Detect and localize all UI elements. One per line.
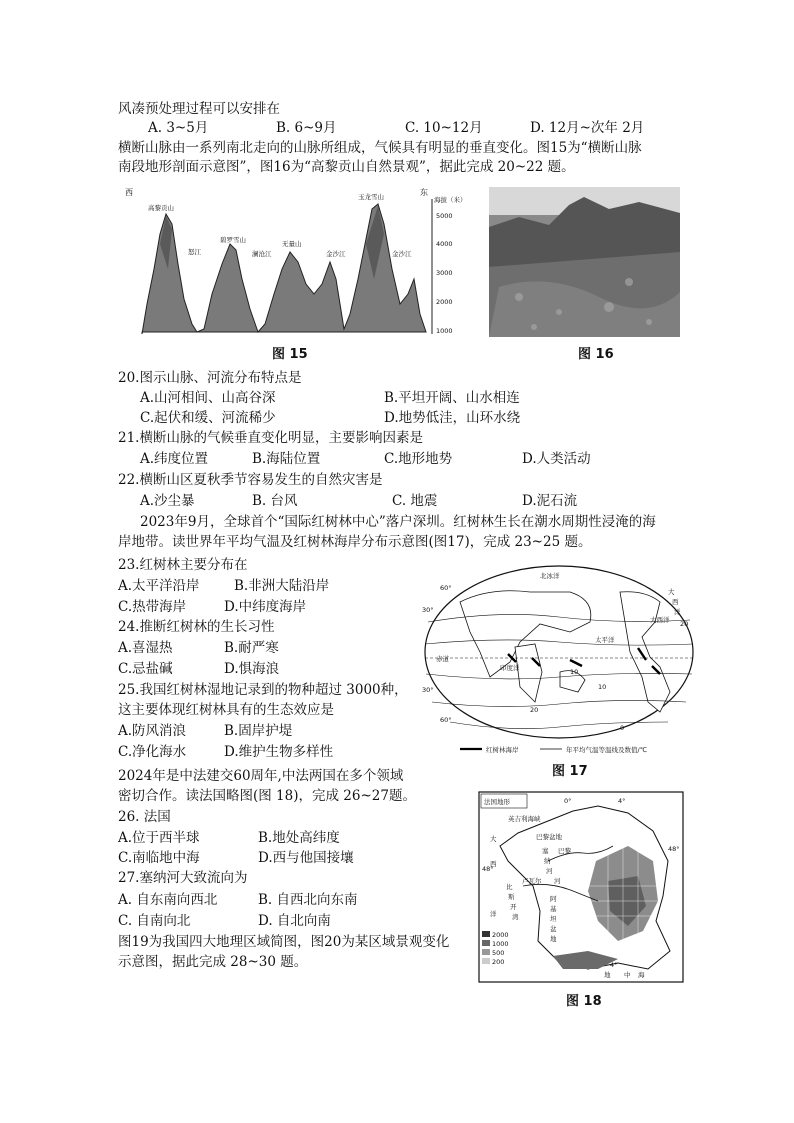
- lat-30n: 30°: [422, 606, 434, 614]
- q23-option-b: B.非洲大陆沿岸: [234, 578, 330, 594]
- q21-option-c: C.地形地势: [384, 451, 453, 467]
- label-loire-1: 卢瓦尔: [522, 877, 542, 885]
- q24-option-a: A.喜湿热: [118, 640, 173, 656]
- q26-option-b: B.地处高纬度: [258, 830, 340, 846]
- legend-1000: 1000: [492, 940, 509, 948]
- q21-option-b: B.海陆位置: [252, 451, 321, 467]
- label-atlantic-2: 西: [490, 860, 497, 868]
- q26-option-a: A.位于西半球: [118, 830, 200, 846]
- label-paris-basin: 巴黎盆地: [536, 833, 562, 841]
- lat-60s: 60°: [440, 716, 452, 724]
- label-aquitaine-3: 坦: [550, 915, 557, 923]
- figure-15-caption: 图 15: [272, 347, 308, 362]
- figure-17-world-map: [420, 562, 698, 762]
- tick-4000: 4000: [436, 240, 453, 248]
- q21-option-a: A.纬度位置: [140, 451, 209, 467]
- label-seine-3: 河: [546, 867, 553, 875]
- label-aquitaine-5: 地: [550, 935, 557, 943]
- figure-16-caption: 图 16: [578, 347, 614, 362]
- q24-option-b: B.耐严寒: [224, 640, 279, 656]
- q19-option-b: B. 6~9月: [276, 120, 337, 136]
- intro-line: 风凑预处理过程可以安排在: [118, 101, 280, 117]
- tick-1000: 1000: [436, 327, 453, 335]
- q23-option-a: A.太平洋沿岸: [118, 578, 200, 594]
- lon-0: 0°: [564, 797, 572, 805]
- q19-option-c: C. 10~12月: [405, 120, 483, 136]
- label-indian-ocean: 印度洋: [500, 664, 520, 672]
- q22-option-a: A.沙尘暴: [140, 493, 195, 509]
- q23-stem: 23.红树林主要分布在: [118, 557, 248, 573]
- q22-option-d: D.泥石流: [522, 493, 578, 509]
- hengduan-intro-1: 横断山脉由一系列南北走向的山脉所组成，气候具有明显的垂直变化。图15为“横断山脉: [118, 140, 642, 156]
- label-aquitaine-2: 基: [550, 905, 557, 913]
- q27-option-a: A. 自东南向西北: [118, 892, 218, 908]
- label-seine-2: 纳: [544, 857, 551, 865]
- lon-4e: 4°: [618, 797, 626, 805]
- q27-option-c: C. 自南向北: [118, 913, 191, 929]
- q21-stem: 21.横断山脉的气候垂直变化明显，主要影响因素是: [118, 430, 423, 446]
- label-aquitaine-1: 阿: [550, 895, 557, 903]
- q27-stem: 27.塞纳河大致流向为: [118, 870, 248, 886]
- region-intro-1: 图19为我国四大地理区域简图，图20为某区域景观变化: [118, 934, 450, 950]
- q24-option-c: C.忌盐碱: [118, 661, 173, 677]
- label-atlantic-ocean: 大西洋: [650, 616, 670, 624]
- q26-stem: 26. 法国: [118, 809, 171, 825]
- figure-16-landscape-photo: [489, 187, 680, 337]
- river-label-jinsha-2: 金沙江: [392, 250, 412, 258]
- west-label: 西: [125, 188, 133, 197]
- figure-15-terrain-profile: [122, 184, 478, 339]
- q20-option-b: B.平坦开阔、山水相连: [384, 390, 520, 406]
- q24-stem: 24.推断红树林的生长习性: [118, 619, 275, 635]
- label-pacific-ocean: 太平洋: [595, 636, 615, 644]
- q19-option-a: A. 3~5月: [148, 120, 209, 136]
- mountain-label-wuliang: 无量山: [282, 240, 302, 248]
- iso-20-s: 20: [530, 706, 539, 714]
- q20-option-d: D.地势低洼，山环水绕: [384, 410, 521, 426]
- q25-option-d: D.维护生物多样性: [224, 744, 334, 760]
- label-equator: 赤道: [436, 655, 449, 663]
- mountain-label-yulong: 玉龙雪山: [358, 193, 384, 201]
- mountain-label-biluo: 碧罗雪山: [220, 236, 246, 244]
- label-da: 大: [668, 588, 675, 596]
- france-map-title: 法国地形: [484, 798, 510, 806]
- q25-stem-1: 25.我国红树林湿地记录到的物种超过 3000种，: [118, 682, 408, 698]
- q26-option-d: D.西与他国接壤: [258, 850, 354, 866]
- q21-option-d: D.人类活动: [522, 451, 591, 467]
- lon-4e-bottom: 4°: [610, 961, 618, 969]
- label-biscay-2: 斯: [508, 893, 515, 901]
- river-label-lancang: 澜沧江: [252, 250, 272, 258]
- legend-isotherm: 年平均气温等温线及数值/℃: [566, 746, 647, 754]
- lat-60n: 60°: [440, 584, 452, 592]
- label-atlantic-3: 洋: [490, 910, 497, 918]
- iso-20-n: 20: [680, 620, 689, 628]
- label-biscay-4: 湾: [512, 913, 519, 921]
- q25-stem-2: 这主要体现红树林具有的生态效应是: [118, 702, 334, 718]
- label-yang: 洋: [674, 608, 681, 616]
- q19-option-d: D. 12月~次年 2月: [530, 120, 645, 136]
- hengduan-intro-2: 南段地形剖面示意图”，图16为“高黎贡山自然景观”，据此完成 20~22 题。: [118, 159, 575, 175]
- river-label-nu: 怒江: [188, 248, 201, 256]
- france-intro-2: 密切合作。读法国略图(图 18)，完成 26~27题。: [118, 788, 416, 804]
- q20-option-a: A.山河相间、山高谷深: [140, 390, 276, 406]
- legend-500: 500: [492, 949, 505, 957]
- iso-10-a: 10: [570, 668, 579, 676]
- q22-option-b: B. 台风: [252, 493, 298, 509]
- label-biscay-1: 比: [506, 883, 513, 891]
- label-aquitaine-4: 盆: [550, 925, 557, 933]
- iso-0: 0: [620, 724, 625, 732]
- label-paris: 巴黎: [558, 847, 571, 855]
- q26-option-c: C.南临地中海: [118, 850, 200, 866]
- label-atlantic-1: 大: [490, 835, 497, 843]
- q23-option-c: C.热带海岸: [118, 599, 187, 615]
- lat-48-right: 48°: [668, 845, 680, 853]
- east-label: 东: [420, 188, 428, 197]
- altitude-axis-title: 海拔（米）: [434, 196, 467, 204]
- region-intro-2: 示意图，据此完成 28~30 题。: [118, 954, 308, 970]
- river-label-jinsha-1: 金沙江: [326, 250, 346, 258]
- iso-10-b: 10: [598, 683, 607, 691]
- mangrove-intro-1: 2023年9月，全球首个“国际红树林中心”落户深圳。红树林生长在潮水周期性浸淹的海: [140, 514, 656, 530]
- q22-option-c: C. 地震: [392, 493, 438, 509]
- q25-option-c: C.净化海水: [118, 744, 187, 760]
- legend-mangrove: 红树林海岸: [486, 746, 519, 754]
- mountain-label-gaoligong: 高黎贡山: [148, 204, 174, 212]
- lat-30s: 30°: [422, 686, 434, 694]
- label-arctic-ocean: 北冰洋: [540, 572, 560, 580]
- q25-option-b: B.固岸护堤: [224, 723, 293, 739]
- q25-option-a: A.防风消浪: [118, 723, 187, 739]
- q22-stem: 22.横断山区夏秋季节容易发生的自然灾害是: [118, 472, 383, 488]
- label-med-2: 中: [624, 971, 631, 979]
- legend-200: 200: [492, 958, 505, 966]
- label-xi: 西: [672, 598, 679, 606]
- legend-2000: 2000: [492, 931, 509, 939]
- mangrove-intro-2: 岸地带。读世界年平均气温及红树林海岸分布示意图(图17)，完成 23~25 题。: [118, 534, 592, 550]
- tick-3000: 3000: [436, 269, 453, 277]
- label-loire-2: 河: [554, 877, 561, 885]
- france-intro-1: 2024年是中法建交60周年,中法两国在多个领域: [118, 768, 404, 784]
- tick-5000: 5000: [436, 212, 453, 220]
- label-biscay-3: 开: [510, 903, 517, 911]
- label-med-3: 海: [638, 971, 645, 979]
- label-english-channel: 英吉利海峡: [508, 815, 541, 823]
- q27-option-b: B. 自西北向东南: [258, 892, 358, 908]
- label-med-1: 地: [604, 971, 611, 979]
- q24-option-d: D.惧海浪: [224, 661, 280, 677]
- lat-48-left: 48°: [482, 865, 494, 873]
- label-seine-1: 塞: [542, 847, 549, 855]
- q20-option-c: C.起伏和缓、河流稀少: [140, 410, 276, 426]
- tick-2000: 2000: [436, 298, 453, 306]
- q27-option-d: D. 自北向南: [258, 913, 331, 929]
- figure-18-caption: 图 18: [566, 994, 602, 1009]
- figure-17-caption: 图 17: [552, 764, 588, 779]
- figure-18-france-map: [478, 791, 684, 983]
- q23-option-d: D.中纬度海岸: [224, 599, 307, 615]
- q20-stem: 20.图示山脉、河流分布特点是: [118, 370, 302, 386]
